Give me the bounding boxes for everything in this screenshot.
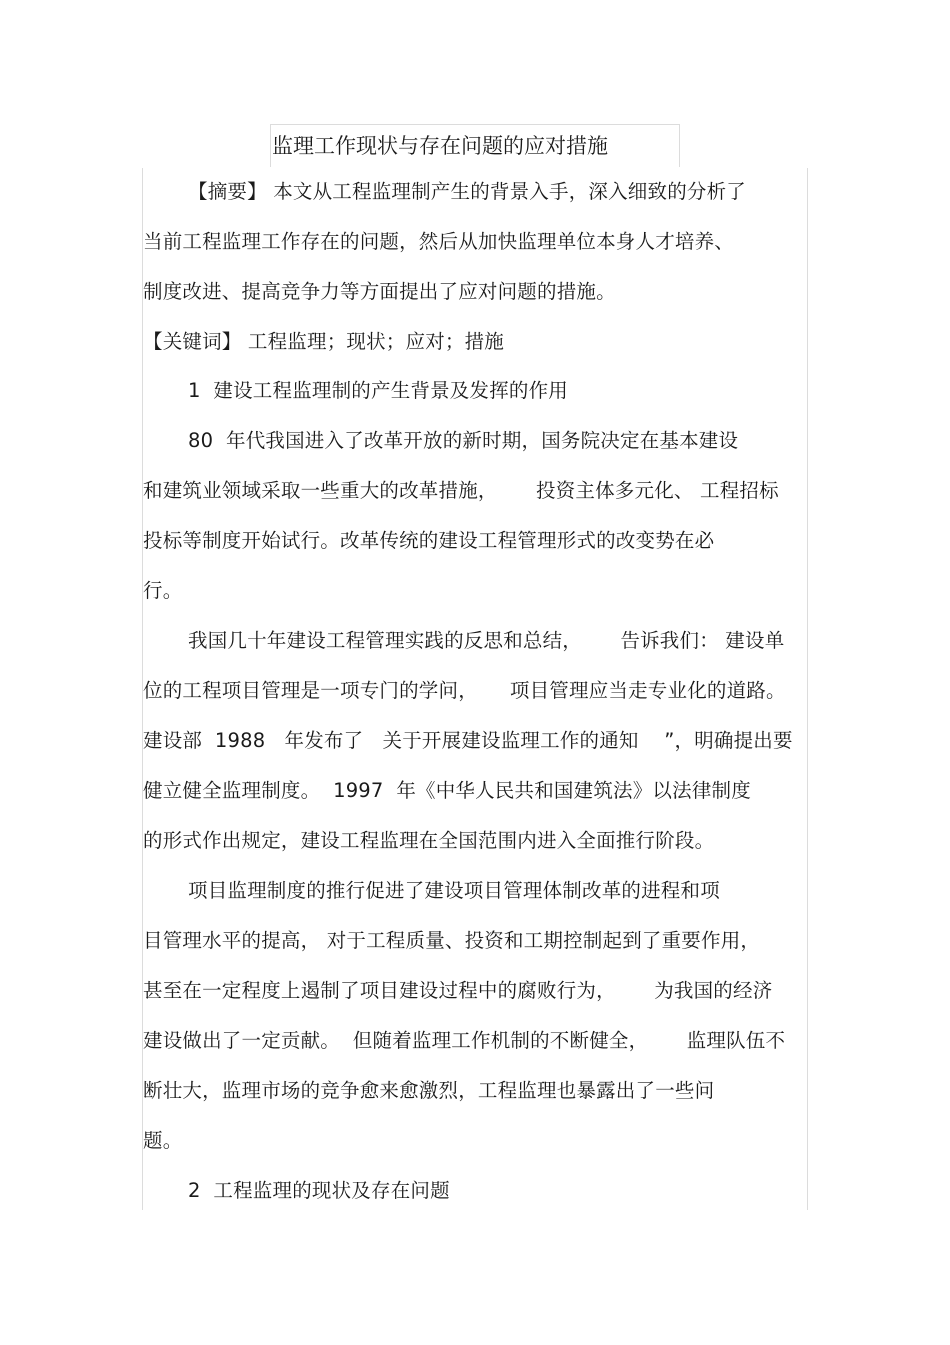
paragraph-1-line-3: 投标等制度开始试行。改革传统的建设工程管理形式的改变势在必 — [143, 529, 715, 552]
paragraph-1-line-2: 和建筑业领域采取一些重大的改革措施， 投资主体多元化、 工程招标 — [143, 479, 779, 502]
abstract-line-3: 制度改进、提高竞争力等方面提出了应对问题的措施。 — [143, 280, 616, 303]
paragraph-2-line-1: 我国几十年建设工程管理实践的反思和总结， 告诉我们： 建设单 — [188, 629, 785, 652]
paragraph-2-line-2: 位的工程项目管理是一项专门的学问， 项目管理应当走专业化的道路。 — [143, 679, 786, 702]
paragraph-3-line-1: 项目监理制度的推行促进了建设项目管理体制改革的进程和项 — [188, 879, 720, 902]
paragraph-2-line-3: 建设部 1988 年发布了 关于开展建设监理工作的通知 ”，明确提出要 — [143, 729, 793, 752]
abstract-line-2: 当前工程监理工作存在的问题，然后从加快监理单位本身人才培养、 — [143, 230, 735, 253]
paragraph-3-line-3: 甚至在一定程度上遏制了项目建设过程中的腐败行为， 为我国的经济 — [143, 979, 773, 1002]
paragraph-1-line-4: 行。 — [143, 579, 183, 602]
section-heading-2: 2 工程监理的现状及存在问题 — [188, 1179, 450, 1202]
document-title: 监理工作现状与存在问题的应对措施 — [272, 134, 608, 158]
paragraph-2-line-5: 的形式作出规定，建设工程监理在全国范围内进入全面推行阶段。 — [143, 829, 715, 852]
paragraph-3-line-2: 目管理水平的提高， 对于工程质量、投资和工期控制起到了重要作用， — [143, 929, 761, 952]
paragraph-1-line-1: 80 年代我国进入了改革开放的新时期，国务院决定在基本建设 — [188, 429, 739, 452]
paragraph-3-line-4: 建设做出了一定贡献。 但随着监理工作机制的不断健全， 监理队伍不 — [143, 1029, 786, 1052]
abstract-line-1: 【摘要】 本文从工程监理制产生的背景入手，深入细致的分析了 — [188, 180, 746, 203]
paragraph-2-line-4: 健立健全监理制度。 1997 年《中华人民共和国建筑法》以法律制度 — [143, 779, 751, 802]
paragraph-3-line-5: 断壮大，监理市场的竞争愈来愈激烈，工程监理也暴露出了一些问 — [143, 1079, 715, 1102]
paragraph-3-line-6: 题。 — [143, 1129, 183, 1152]
section-heading-1: 1 建设工程监理制的产生背景及发挥的作用 — [188, 379, 569, 402]
keywords-line: 【关键词】 工程监理；现状；应对；措施 — [143, 330, 504, 353]
